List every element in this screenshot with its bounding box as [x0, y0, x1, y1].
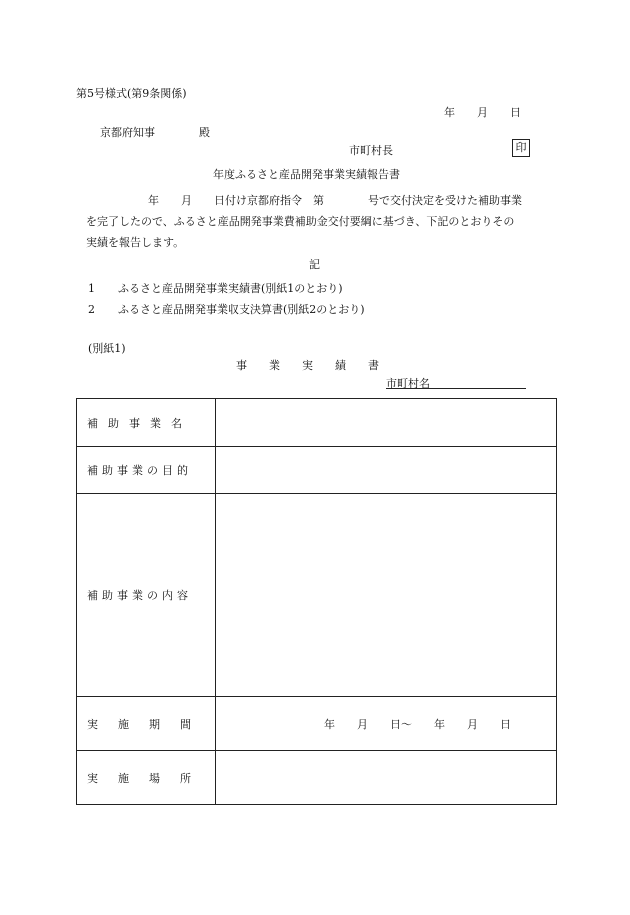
row-value-field[interactable]: [216, 447, 557, 494]
body-paragraph: [86, 190, 554, 253]
list-item-text: ふるさと産品開発事業実績書(別紙1のとおり): [118, 282, 343, 295]
table-row: [77, 399, 557, 447]
list-item-2: [88, 301, 365, 317]
list-item-number: 2: [88, 303, 95, 316]
city-name-underline: [386, 388, 526, 389]
row-label: 実施期間: [77, 697, 216, 751]
table-row: [77, 494, 557, 697]
body-line-3: 実績を報告します。: [86, 236, 185, 249]
mayor-label: 市町村長: [349, 144, 393, 157]
ki-heading: 記: [309, 258, 320, 271]
row-label: 補助事業名: [77, 399, 216, 447]
attachment-label: (別紙1): [88, 342, 126, 355]
row-label: 補助事業の内容: [77, 494, 216, 697]
attachment-title: 事 業 実 績 書: [236, 359, 379, 372]
date-line: 年 月 日: [444, 106, 521, 119]
body-line-2: を完了したので、ふるさと産品開発事業費補助金交付要綱に基づき、下記のとおりその: [86, 215, 515, 228]
row-value-field[interactable]: [216, 751, 557, 805]
period-field[interactable]: 年 月 日〜 年 月 日: [216, 697, 557, 751]
list-item-1: [88, 280, 343, 296]
table-row: [77, 697, 557, 751]
row-label: 補助事業の目的: [77, 447, 216, 494]
report-table: [76, 398, 557, 805]
row-value-field[interactable]: [216, 494, 557, 697]
list-item-number: 1: [88, 282, 95, 295]
seal-mark: 印: [512, 139, 530, 157]
row-value-field[interactable]: [216, 399, 557, 447]
table-row: [77, 751, 557, 805]
body-line-1: 年 月 日付け京都府指令 第 号で交付決定を受けた補助事業: [148, 194, 522, 207]
page-title: 年度ふるさと産品開発事業実績報告書: [213, 168, 400, 181]
city-name-label: 市町村名: [386, 377, 430, 390]
table-row: [77, 447, 557, 494]
list-item-text: ふるさと産品開発事業収支決算書(別紙2のとおり): [118, 303, 365, 316]
addressee: 京都府知事 殿: [100, 126, 210, 139]
form-number: 第5号様式(第9条関係): [76, 87, 187, 100]
row-label: 実施場所: [77, 751, 216, 805]
